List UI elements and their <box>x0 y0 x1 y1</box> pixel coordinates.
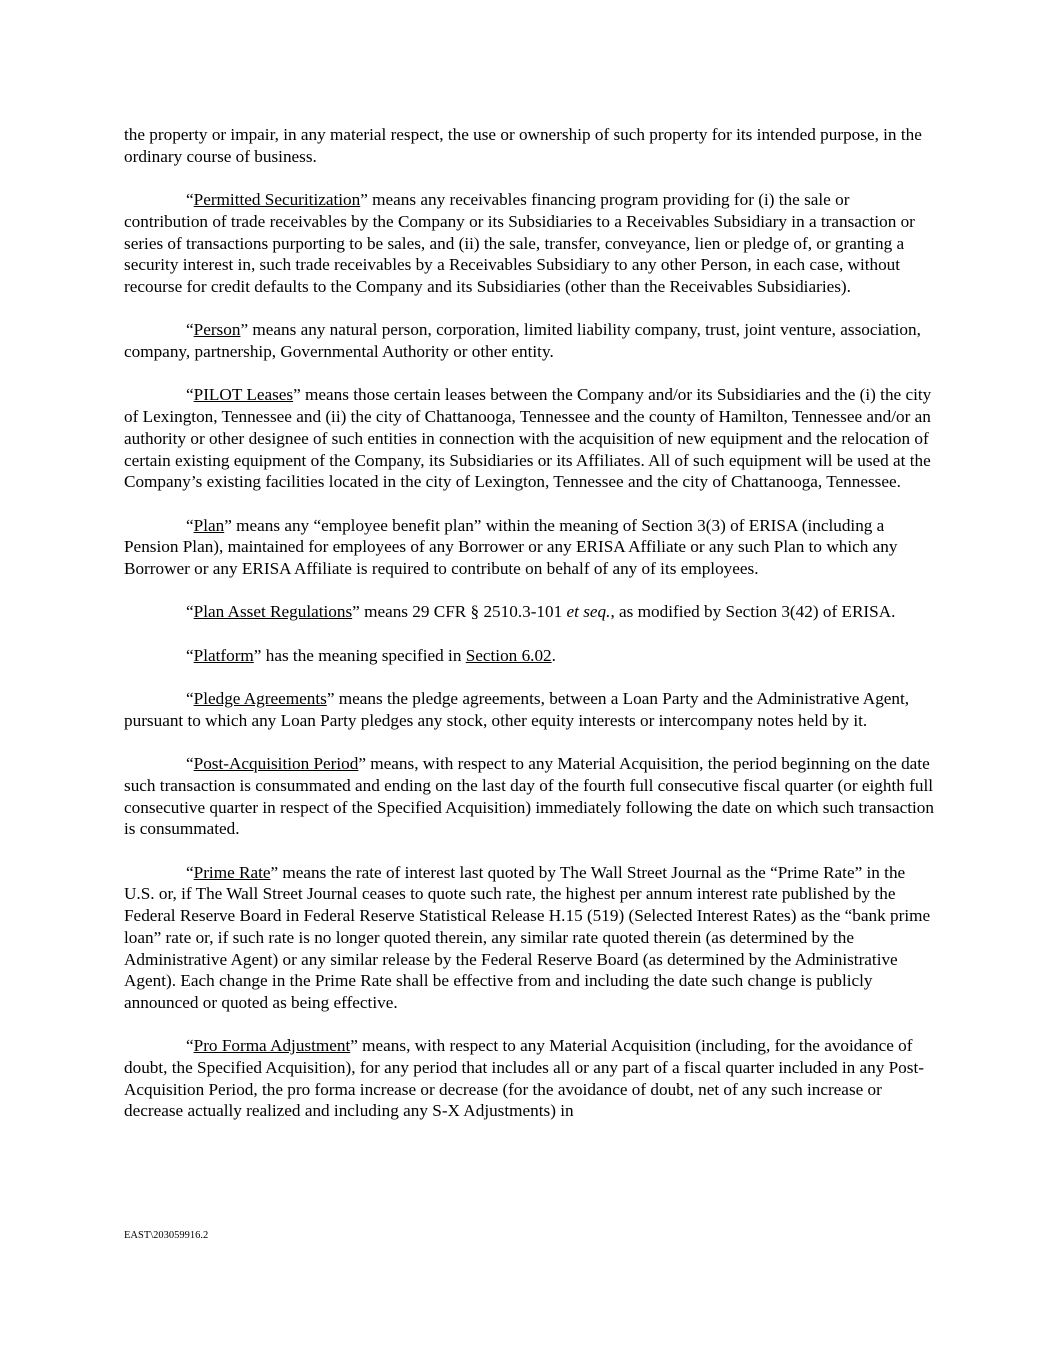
definition-body: ” means, with respect to any Material Acquisition, the period beginning on the date such transaction is consummated and ending on the last day of the fourth full consecutive fiscal quarter (or eighth full consecutive quarter in respect of the Specified Acquisition) immediately following the date on which such transaction is consummated. <box>124 754 934 839</box>
definition-plan: “Plan” means any “employee benefit plan” within the meaning of Section 3(3) of ERISA (including a Pension Plan), maintained for employees of any Borrower or any ERISA Affiliate or any such Plan to which any Borrower or any ERISA Affiliate is required to contribute on behalf of any of its employees. <box>124 515 898 578</box>
definition-platform: “Platform” has the meaning specified in Section 6.02. <box>186 645 556 665</box>
definition-body: ” means, with respect to any Material Acquisition (including, for the avoidance of doubt, the Specified Acquisition), for any period that includes all or any part of a fiscal quarter included in any Post-Acquisition Period, the pro forma increase or decrease (for the avoidance of doubt, net of any such increase or decrease actually realized and including any S-X Adjustments) in <box>124 1036 924 1121</box>
defined-term: Plan <box>193 515 225 535</box>
defined-term: Prime Rate <box>193 862 271 882</box>
definition-body: ” means those certain leases between the Company and/or its Subsidiaries and the (i) the city of Lexington, Tennessee and (ii) the city of Chattanooga, Tennessee and the county of Hamilton, Tennessee and/or an authority or other designee of such entities in connection with the acquisition of new equipment and the relocation of certain existing equipment of the Company, its Subsidiaries or its Affiliates. All of such equipment will be used at the Company’s existing facilities located in the city of Lexington, Tennessee and the city of Chattanooga, Tennessee. <box>124 385 932 492</box>
defined-term: Platform <box>193 645 254 665</box>
definition-body: ” means any receivables financing program providing for (i) the sale or contribution of trade receivables by the Company or its Subsidiaries to a Receivables Subsidiary in a transaction or series of transactions purporting to be sales, and (ii) the sale, transfer, conveyance, lien or pledge of, or granting a security interest in, such trade receivables by a Receivables Subsidiary to any other Person, in each case, without recourse for credit defaults to the Company and its Subsidiaries (other than the Receivables Subsidiaries). <box>124 190 915 296</box>
definition-prime-rate: “Prime Rate” means the rate of interest last quoted by The Wall Street Journal as the “Prime Rate” in the U.S. or, if The Wall Street Journal ceases to quote such rate, the highest per annum interest rate published by the Federal Reserve Board in Federal Reserve Statistical Release H.15 (519) (Selected Interest Rates) as the “bank prime loan” rate or, if such rate is no longer quoted therein, any similar rate quoted therein (as determined by the Administrative Agent) or any similar release by the Federal Reserve Board (as determined by the Administrative Agent). Each change in the Prime Rate shall be effective from and including the date such change is publicly announced or quoted as being effective. <box>124 862 931 1012</box>
defined-term: Post-Acquisition Period <box>193 754 359 774</box>
document-page <box>124 124 934 1144</box>
defined-term: Pledge Agreements <box>193 689 327 709</box>
defined-term: PILOT Leases <box>193 385 294 405</box>
definition-person: “Person” means any natural person, corporation, limited liability company, trust, joint venture, association, company, partnership, Governmental Authority or other entity. <box>124 320 921 361</box>
definition-pledge-agreements: “Pledge Agreements” means the pledge agreements, between a Loan Party and the Administrative Agent, pursuant to which any Loan Party pledges any stock, other equity interests or intercompany notes held by it. <box>124 689 910 730</box>
defined-term: Person <box>193 320 241 340</box>
italic-phrase: et seq. <box>566 602 611 622</box>
definition-pro-forma-adjustment: “Pro Forma Adjustment” means, with respect to any Material Acquisition (including, for the avoidance of doubt, the Specified Acquisition), for any period that includes all or any part of a fiscal quarter included in any Post-Acquisition Period, the pro forma increase or decrease (for the avoidance of doubt, net of any such increase or decrease actually realized and including any S-X Adjustments) in <box>124 1036 924 1121</box>
definition-body: ” means any “employee benefit plan” within the meaning of Section 3(3) of ERISA (including a Pension Plan), maintained for employees of any Borrower or any ERISA Affiliate or any such Plan to which any Borrower or any ERISA Affiliate is required to contribute on behalf of any of its employees. <box>124 515 898 578</box>
definition-body: ” means the pledge agreements, between a Loan Party and the Administrative Agent, pursuant to which any Loan Party pledges any stock, other equity interests or intercompany notes held by it. <box>124 689 910 730</box>
defined-term: Plan Asset Regulations <box>193 602 353 622</box>
defined-term: Permitted Securitization <box>193 190 361 210</box>
definition-post-acquisition-period: “Post-Acquisition Period” means, with respect to any Material Acquisition, the period beginning on the date such transaction is consummated and ending on the last day of the fourth full consecutive fiscal quarter (or eighth full consecutive quarter in respect of the Specified Acquisition) immediately following the date on which such transaction is consummated. <box>124 754 934 839</box>
definition-plan-asset-regulations: “Plan Asset Regulations” means 29 CFR § 2510.3-101 et seq., as modified by Section 3(42) of ERISA. <box>186 602 896 622</box>
section-reference: Section 6.02 <box>465 645 552 665</box>
footer-doc-id: EAST\203059916.2 <box>124 1230 209 1241</box>
intro-paragraph: the property or impair, in any material respect, the use or ownership of such property for its intended purpose, in the ordinary course of business. <box>124 125 922 166</box>
defined-term: Pro Forma Adjustment <box>193 1036 351 1056</box>
definition-pilot-leases: “PILOT Leases” means those certain leases between the Company and/or its Subsidiaries and the (i) the city of Lexington, Tennessee and (ii) the city of Chattanooga, Tennessee and the county of Hamilton, Tennessee and/or an authority or other designee of such entities in connection with the acquisition of new equipment and the relocation of certain existing equipment of the Company, its Subsidiaries or its Affiliates. All of such equipment will be used at the Company’s existing facilities located in the city of Lexington, Tennessee and the city of Chattanooga, Tennessee. <box>124 385 932 492</box>
definition-permitted-securitization: “Permitted Securitization” means any receivables financing program providing for (i) the sale or contribution of trade receivables by the Company or its Subsidiaries to a Receivables Subsidiary in a transaction or series of transactions purporting to be sales, and (ii) the sale, transfer, conveyance, lien or pledge of, or granting a security interest in, such trade receivables by a Receivables Subsidiary to any other Person, in each case, without recourse for credit defaults to the Company and its Subsidiaries (other than the Receivables Subsidiaries). <box>124 190 915 296</box>
definition-body: ” means any natural person, corporation, limited liability company, trust, joint venture, association, company, partnership, Governmental Authority or other entity. <box>124 320 921 361</box>
definition-body: ” means the rate of interest last quoted by The Wall Street Journal as the “Prime Rate” in the U.S. or, if The Wall Street Journal ceases to quote such rate, the highest per annum interest rate published by the Federal Reserve Board in Federal Reserve Statistical Release H.15 (519) (Selected Interest Rates) as the “bank prime loan” rate or, if such rate is no longer quoted therein, any similar rate quoted therein (as determined by the Administrative Agent) or any similar release by the Federal Reserve Board (as determined by the Administrative Agent). Each change in the Prime Rate shall be effective from and including the date such change is publicly announced or quoted as being effective. <box>124 862 931 1012</box>
